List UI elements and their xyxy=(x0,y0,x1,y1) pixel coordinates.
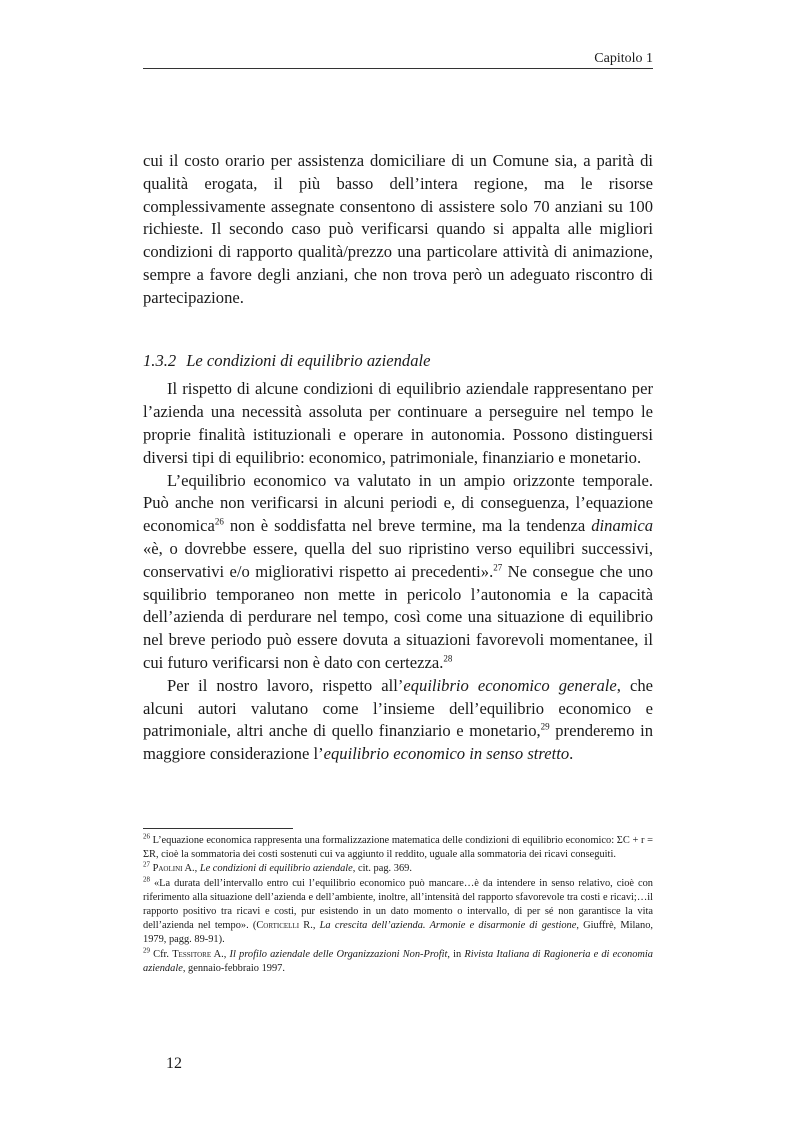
paragraph-1: cui il costo orario per assistenza domiciliare di un Comune sia, a parità di qualità erogata, il più basso dell’intera regione, ma le risorse complessivamente assegnate consentono di assistere solo 70 anziani su 100 richieste. Il secondo caso può verificarsi quando si appalta alle migliori condizioni di rapporto qualità/prezzo una particolare attività di animazione, sempre a favore degli anziani, che non trova però un adeguato riscontro di partecipazione. xyxy=(143,151,653,307)
text-run: L’equilibrio economico va valutato in un ampio orizzonte temporale. Può anche non verificarsi in alcuni periodi e, di conseguenza, l’equazione economica xyxy=(143,470,653,536)
footnote-ref-29: 29 xyxy=(540,721,550,732)
footnote-title: La crescita dell’azienda. Armonie e disarmonie di gestione xyxy=(319,920,577,932)
header-rule xyxy=(143,68,653,69)
footnote-text: , xyxy=(312,920,320,932)
footnote-number: 27 xyxy=(143,860,150,869)
footnote-text: , xyxy=(223,948,230,960)
footnote-number: 28 xyxy=(143,875,150,884)
footnote-journal: Rivista Italiana di Ragioneria e di economia aziendale xyxy=(143,948,653,974)
text-run: , che alcuni autori valutano come l’insieme dell’equilibrio economico e patrimoniale, altri anche di quello finanziario e monetario, xyxy=(143,675,653,741)
footnote-ref-28: 28 xyxy=(443,653,453,664)
footnote-26 xyxy=(143,834,653,862)
footnote-text: , gennaio-febbraio 1997. xyxy=(182,962,285,974)
text-run: prenderemo in maggiore considerazione l’ xyxy=(143,721,654,764)
text-run: Per il nostro lavoro, rispetto all’ xyxy=(167,675,404,695)
text-run: non è soddisfatta nel breve termine, ma la tendenza xyxy=(223,516,592,536)
section-title: Le condizioni di equilibrio aziendale xyxy=(186,350,431,370)
footnote-ref-26: 26 xyxy=(214,516,224,527)
text-run: Ne consegue che uno squilibrio temporaneo non mette in pericolo l’autonomia e la capacità dell’azienda di perdurare nel tempo, così come una situazione di equilibrio nel breve periodo può essere dovuta a situazioni favorevoli momentanee, il cui futuro verificarsi non è dato con certezza. xyxy=(143,561,653,672)
footnote-author: Tessitore A. xyxy=(172,948,224,960)
footnote-27 xyxy=(143,862,653,876)
section-number: 1.3.2 xyxy=(143,350,177,370)
emphasis-equilibrio-stretto: equilibrio economico in senso stretto xyxy=(323,744,570,764)
footnote-text: Cfr. xyxy=(150,948,173,960)
footnote-text: , in xyxy=(447,948,465,960)
footnote-author: Corticelli R. xyxy=(256,920,313,932)
footnote-text: L’equazione economica rappresenta una formalizzazione matematica delle condizioni di equilibrio economico: ΣC + r = ΣR, cioè la sommatoria dei costi sostenuti cui va aggiunto il reddito, uguale alla sommatoria dei ricavi conseguiti. xyxy=(143,835,653,861)
footnote-29 xyxy=(143,948,653,976)
text-run: . xyxy=(569,744,574,764)
section-heading xyxy=(143,350,653,373)
footnotes xyxy=(143,834,653,976)
emphasis-dinamica: dinamica xyxy=(591,516,653,536)
footnote-ref-27: 27 xyxy=(493,562,503,573)
footnote-text: , cit. pag. 369. xyxy=(352,863,412,875)
footnote-number: 26 xyxy=(143,832,150,841)
footnote-number: 29 xyxy=(143,946,150,955)
paragraph-4 xyxy=(143,675,653,766)
main-text xyxy=(143,150,653,766)
emphasis-equilibrio-generale: equilibrio economico generale xyxy=(403,675,617,695)
footnote-author: Paolini A., xyxy=(150,863,200,875)
footnote-text: , Giuffrè, Milano, 1979, pagg. 89-91). xyxy=(143,920,653,946)
paragraph-3 xyxy=(143,470,653,675)
footnote-title: Il profilo aziendale delle Organizzazioni Non-Profit xyxy=(229,948,448,960)
page-number: 12 xyxy=(166,1055,182,1072)
footnote-rule xyxy=(143,828,293,829)
footnote-title: Le condizioni di equilibrio aziendale xyxy=(199,863,353,875)
paragraph-2: Il rispetto di alcune condizioni di equilibrio aziendale rappresentano per l’azienda una necessità assoluta per continuare a perseguire nel tempo le proprie finalità istituzionali e operare in autonomia. Possono distinguersi diversi tipi di equilibrio: economico, patrimoniale, finanziario e monetario. xyxy=(143,379,653,467)
footnote-28 xyxy=(143,877,653,948)
running-header: Capitolo 1 xyxy=(594,51,653,66)
footnote-text: «La durata dell’intervallo entro cui l’equilibrio economico può mancare…è da intendere in senso relativo, cioè con riferimento alla situazione dell’azienda e dell’ambiente, inoltre, all’intensità del rapporto sfavorevole tra costi e ricavi;…il rapporto positivo tra ricavi e costi, pur esistendo in un dato momento o intervallo, di per sé non garantisce la vita dell’azienda nel tempo». ( xyxy=(143,877,653,932)
text-run: «è, o dovrebbe essere, quella del suo ripristino verso equilibri successivi, conservativi e/o migliorativi rispetto ai precedenti». xyxy=(143,538,653,581)
